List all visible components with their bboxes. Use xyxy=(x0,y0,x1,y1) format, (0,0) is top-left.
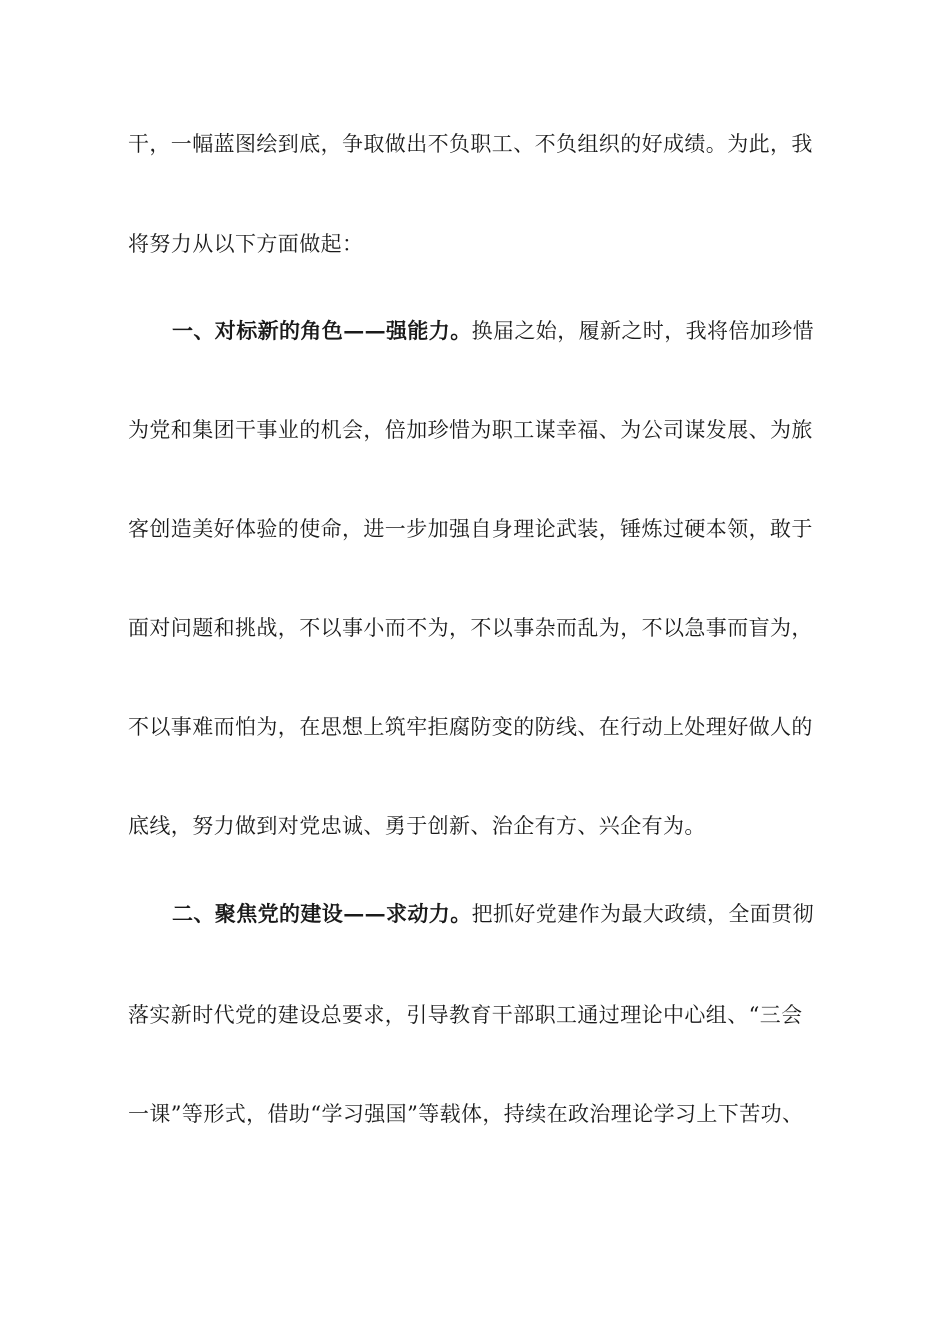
paragraph-line: 一课”等形式，借助“学习强国”等载体，持续在政治理论学习上下苦功、 xyxy=(128,1102,804,1126)
section-heading-line xyxy=(172,899,912,929)
paragraph-text: 把抓好党建作为最大政绩，全面贯彻 xyxy=(471,902,815,926)
paragraph-line: 将努力从以下方面做起： xyxy=(128,232,364,256)
paragraph-line: 落实新时代党的建设总要求，引导教育干部职工通过理论中心组、“三会 xyxy=(128,1003,803,1027)
section-heading-line xyxy=(172,316,912,346)
section-heading: 一、对标新的角色——强能力。 xyxy=(172,318,472,343)
paragraph-line: 底线，努力做到对党忠诚、勇于创新、治企有方、兴企有为。 xyxy=(128,814,706,838)
paragraph-line: 不以事难而怕为，在思想上筑牢拒腐防变的防线、在行动上处理好做人的 xyxy=(128,715,813,739)
section-heading: 二、聚焦党的建设——求动力。 xyxy=(172,901,472,926)
paragraph-line: 客创造美好体验的使命，进一步加强自身理论武装，锤炼过硬本领，敢于 xyxy=(128,517,813,541)
paragraph-text: 换届之始，履新之时，我将倍加珍惜 xyxy=(471,319,815,343)
paragraph-line: 为党和集团干事业的机会，倍加珍惜为职工谋幸福、为公司谋发展、为旅 xyxy=(128,418,813,442)
paragraph-line: 面对问题和挑战，不以事小而不为，不以事杂而乱为，不以急事而盲为， xyxy=(128,616,813,640)
paragraph-line: 干，一幅蓝图绘到底，争取做出不负职工、不负组织的好成绩。为此，我 xyxy=(128,132,813,156)
